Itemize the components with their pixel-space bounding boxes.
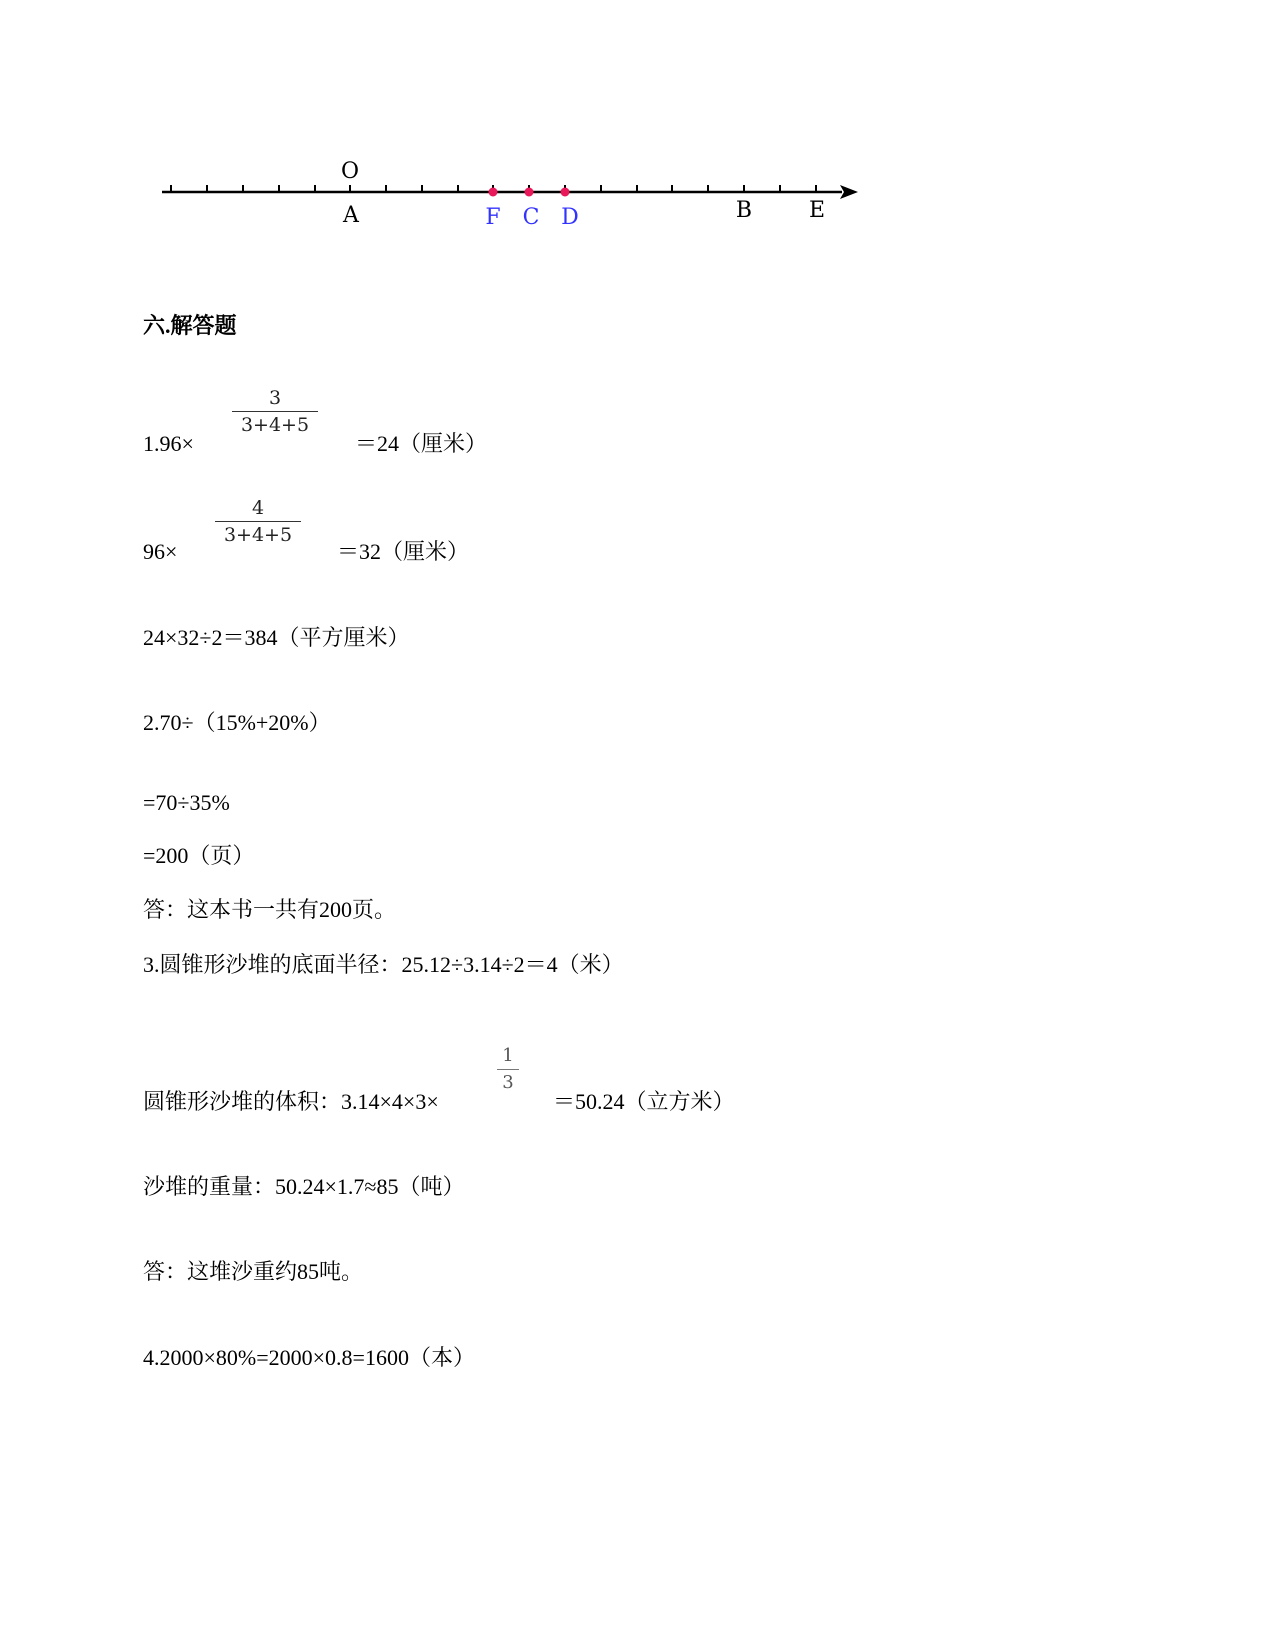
q2-line1: 2.70÷（15%+20%） [143, 710, 331, 735]
q2-line3: =200（页） [143, 843, 255, 868]
q3-line1: 3.圆锥形沙堆的底面半径：25.12÷3.14÷2＝4（米） [143, 952, 624, 977]
fraction-bar [215, 521, 301, 522]
section-title: 六.解答题 [143, 313, 237, 338]
q1-line2-suffix: ＝32（厘米） [337, 539, 470, 564]
axis-arrow-icon [840, 185, 858, 199]
label-E: E [808, 198, 826, 223]
label-C: C [522, 205, 540, 230]
q3-line2-suffix: ＝50.24（立方米） [553, 1089, 735, 1114]
point-F [489, 188, 498, 197]
label-A: A [343, 203, 359, 228]
q1-line1-suffix: ＝24（厘米） [355, 431, 488, 456]
q3-fraction [497, 1044, 519, 1095]
q4-line1: 4.2000×80%=2000×0.8=1600（本） [143, 1345, 475, 1370]
q1-line1-prefix: 1.96× [143, 431, 194, 456]
q3-line2-prefix: 圆锥形沙堆的体积：3.14×4×3× [143, 1089, 439, 1114]
fraction-denominator: 3+4+5 [223, 524, 293, 546]
number-line-figure [150, 150, 870, 240]
q2-line2: =70÷35% [143, 790, 230, 815]
fraction-denominator: 3 [502, 1072, 514, 1093]
q1-line3: 24×32÷2＝384（平方厘米） [143, 625, 410, 650]
label-D: D [561, 205, 579, 230]
q2-answer: 答：这本书一共有200页。 [143, 897, 397, 922]
label-B: B [735, 198, 753, 223]
number-line-axis [162, 185, 858, 199]
label-F: F [485, 205, 501, 230]
q3-line3: 沙堆的重量：50.24×1.7≈85（吨） [143, 1174, 465, 1199]
q1-line2-prefix: 96× [143, 539, 178, 564]
q1-fraction-1 [230, 386, 320, 437]
point-C [525, 188, 534, 197]
fraction-bar [232, 411, 318, 412]
fraction-bar [497, 1069, 519, 1070]
point-D [561, 188, 570, 197]
fraction-numerator: 4 [251, 497, 265, 519]
label-O: O [340, 159, 360, 184]
fraction-denominator: 3+4+5 [240, 414, 310, 436]
q3-answer: 答：这堆沙重约85吨。 [143, 1259, 364, 1284]
fraction-numerator: 3 [268, 387, 282, 409]
q1-fraction-2 [213, 496, 303, 547]
fraction-numerator: 1 [502, 1045, 514, 1066]
